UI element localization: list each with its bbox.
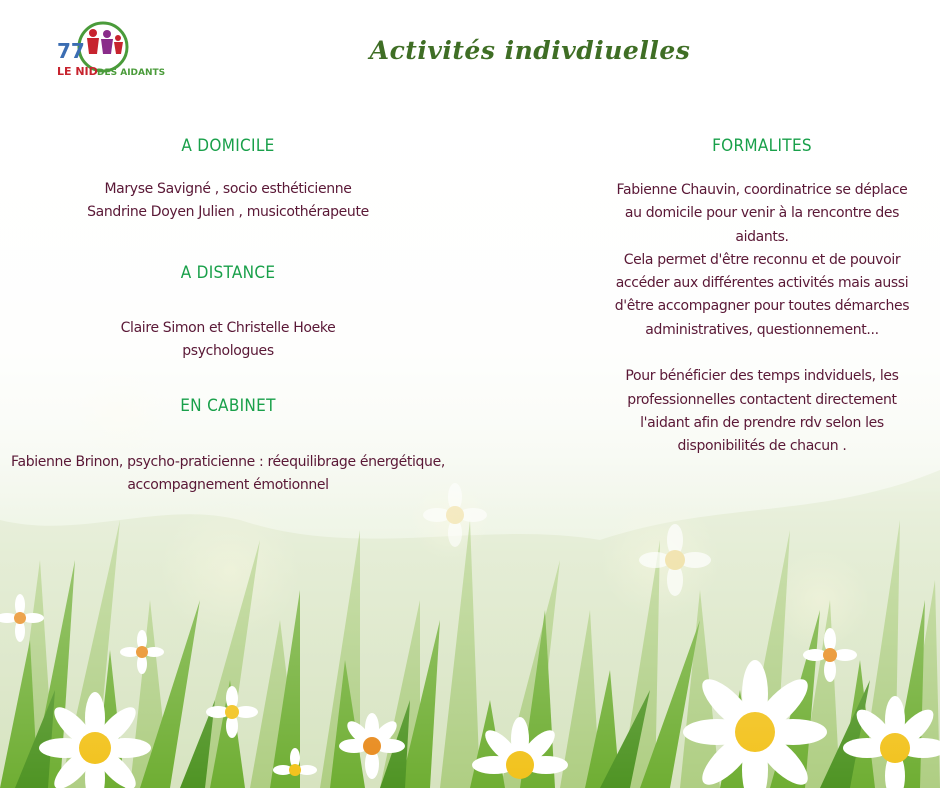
logo-text-arc: DES AIDANTS xyxy=(97,68,166,78)
logo xyxy=(55,20,166,82)
text-line: Pour bénéficier des temps indviduels, les xyxy=(625,368,899,385)
text-line: psychologues xyxy=(182,343,274,360)
text-line: Fabienne Brinon, psycho-praticienne : réequilibrage énergétique, xyxy=(11,454,445,470)
text-line: l'aidant afin de prendre rdv selon les xyxy=(640,414,884,431)
text-line: Maryse Savigné , socio esthéticienne xyxy=(104,181,352,197)
section-body-a-distance xyxy=(0,317,456,364)
section-body-a-domicile xyxy=(0,178,456,225)
text-line: Fabienne Chauvin, coordinatrice se déplace xyxy=(616,182,908,198)
text-line: aidants. xyxy=(735,228,789,245)
text-line: Sandrine Doyen Julien , musicothérapeute xyxy=(87,204,369,221)
text-line: administratives, questionnement... xyxy=(645,321,879,338)
text-line: professionnelles contactent directement xyxy=(627,391,897,408)
section-body-en-cabinet xyxy=(0,451,464,498)
section-body-formalites xyxy=(592,179,932,459)
text-line: Cela permet d'être reconnu et de pouvoir xyxy=(623,251,901,268)
section-heading-a-domicile: A DOMICILE xyxy=(181,136,275,156)
logo-number: 77 xyxy=(57,39,85,63)
text-line: accompagnement émotionnel xyxy=(127,477,329,494)
section-heading-a-distance: A DISTANCE xyxy=(180,263,276,283)
blank-line xyxy=(592,342,932,365)
logo-text-main: LE NID xyxy=(57,65,98,78)
text-line: accéder aux différentes activités mais aussi xyxy=(615,275,909,292)
section-heading-en-cabinet: EN CABINET xyxy=(180,396,276,416)
text-line: disponibilités de chacun . xyxy=(677,438,847,455)
section-heading-formalites: FORMALITES xyxy=(712,136,812,156)
family-figures-icon xyxy=(87,29,123,54)
text-line: d'être accompagner pour toutes démarches xyxy=(614,298,910,315)
text-line: Claire Simon et Christelle Hoeke xyxy=(120,320,336,336)
text-line: au domicile pour venir à la rencontre des xyxy=(624,205,900,222)
page-title: Activités indivdiuelles xyxy=(369,36,691,65)
